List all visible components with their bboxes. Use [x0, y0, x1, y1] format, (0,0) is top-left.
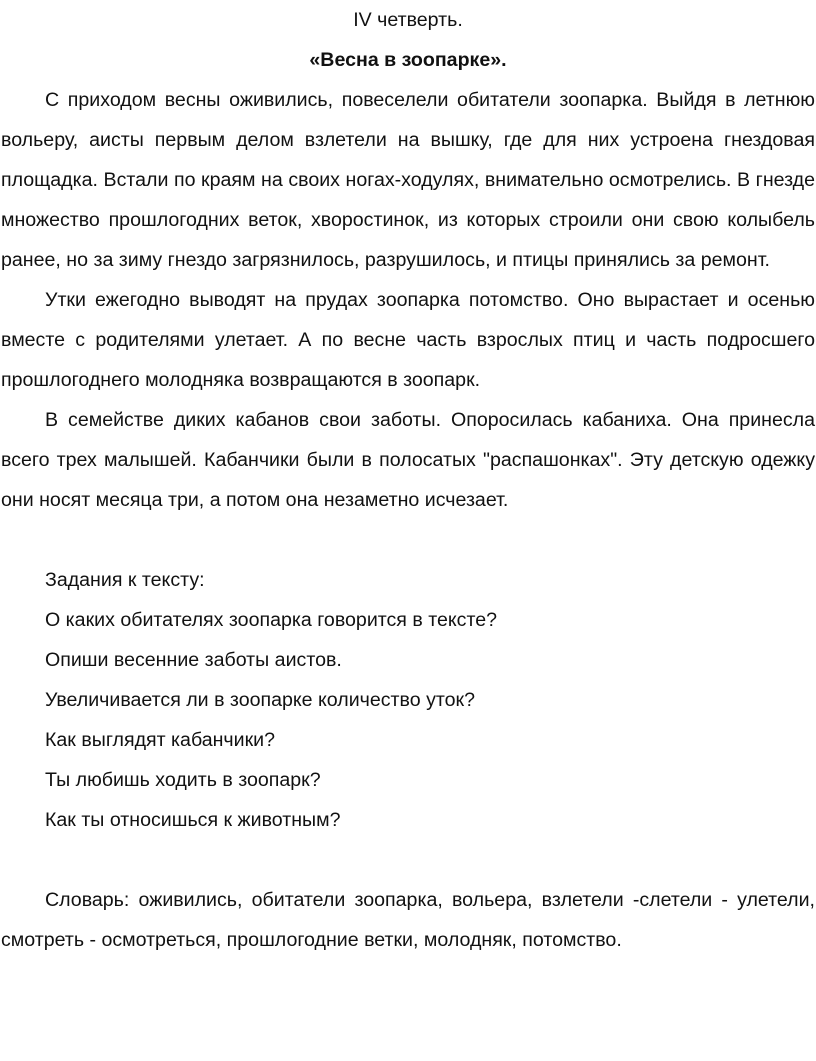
- paragraph-boars: В семействе диких кабанов свои заботы. Опоросилась кабаниха. Она принесла всего трех малышей. Кабанчики были в полосатых "распашонках". Эту детскую одежку они носят месяца три, а потом она незаметно исчезает.: [1, 409, 815, 511]
- task-item: Опиши весенние заботы аистов.: [45, 649, 342, 671]
- vocabulary-paragraph: Словарь: оживились, обитатели зоопарка, вольера, взлетели -слетели - улетели, смотреть - осмотреться, прошлогодние ветки, молодняк, потомство.: [1, 889, 815, 951]
- task-item: Как выглядят кабанчики?: [45, 729, 275, 751]
- task-item: Как ты относишься к животным?: [45, 809, 341, 831]
- paragraph-ducks: Утки ежегодно выводят на прудах зоопарка потомство. Оно вырастает и осенью вместе с родителями улетает. А по весне часть взрослых птиц и часть подросшего прошлогоднего молодняка возвращаются в зоопарк.: [1, 289, 815, 391]
- task-item: Увеличивается ли в зоопарке количество уток?: [45, 689, 475, 711]
- section-spacer: [1, 840, 815, 880]
- paragraph-storks: С приходом весны оживились, повеселели обитатели зоопарка. Выйдя в летнюю вольеру, аисты первым делом взлетели на вышку, где для них устроена гнездовая площадка. Встали по краям на своих ногах-ходулях, внимательно осмотрелись. В гнезде множество прошлогодних веток, хворостинок, из которых строили они свою колыбель ранее, но за зиму гнездо загрязнилось, разрушилось, и птицы принялись за ремонт.: [1, 89, 815, 271]
- tasks-heading: Задания к тексту:: [45, 569, 205, 591]
- quarter-label: IV четверть.: [353, 9, 463, 31]
- task-item: О каких обитателях зоопарка говорится в тексте?: [45, 609, 498, 631]
- task-item: Ты любишь ходить в зоопарк?: [45, 769, 321, 791]
- section-spacer: [1, 520, 815, 560]
- story-title: «Весна в зоопарке».: [309, 49, 507, 71]
